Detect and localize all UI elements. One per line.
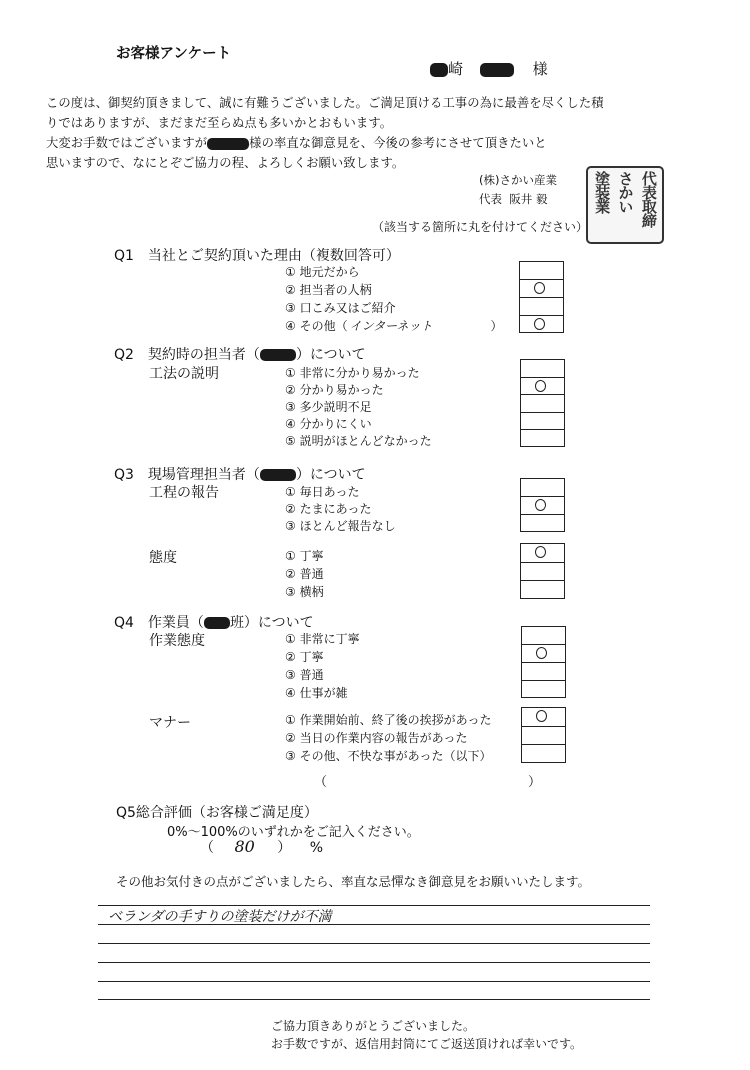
comment-handwritten: ベランダの手すりの塗装だけが不満 (108, 909, 332, 925)
q3-option-2-3: ③ 横柄 (285, 585, 324, 599)
answer-cell[interactable] (521, 360, 564, 378)
answer-cell[interactable] (521, 395, 564, 413)
answer-cell[interactable] (520, 262, 563, 280)
q1-answer-boxes (519, 261, 564, 333)
customer-name (430, 58, 548, 79)
circle-mark-icon (535, 546, 546, 558)
redacted-name (480, 63, 514, 77)
redacted-name (430, 63, 448, 77)
comment-line (98, 943, 650, 944)
circle-mark-icon (535, 499, 546, 511)
q2-answer-boxes (520, 359, 565, 447)
q2-option-5: ⑤ 説明がほとんどなかった (285, 434, 432, 448)
redacted-name (260, 349, 296, 361)
q5-value-handwritten: 80 (234, 837, 255, 856)
q4-subheading-2: マナー (149, 715, 191, 731)
answer-cell[interactable] (521, 430, 564, 448)
answer-cell[interactable] (520, 298, 563, 316)
circle-mark-icon (536, 710, 547, 722)
form-title: お客様アンケート (116, 46, 232, 62)
q1-option-3: ③ 口こみ又はご紹介 (285, 301, 396, 315)
q4-other-paren-close: ） (528, 775, 542, 790)
q4-other-paren-open: （ (314, 775, 328, 790)
answer-cell[interactable] (521, 515, 564, 533)
q5-answer: （ 80 ） % (200, 837, 324, 856)
answer-cell[interactable] (521, 497, 564, 515)
q1-option-1: ① 地元だから (285, 265, 360, 279)
answer-cell[interactable] (522, 745, 565, 764)
q4-option-1-2: ② 丁寧 (285, 650, 324, 664)
q2-option-2: ② 分かり易かった (285, 383, 384, 397)
q5-instruction: 0%〜100%のいずれかをご記入ください。 (167, 825, 420, 840)
comment-line (98, 981, 650, 982)
q2-option-1: ① 非常に分かり易かった (285, 366, 420, 380)
answer-cell[interactable] (520, 280, 563, 298)
intro-line-1: この度は、御契約頂きまして、誠に有難うございました。ご満足頂ける工事の為に最善を尽くした積 (46, 96, 604, 110)
answer-cell[interactable] (522, 708, 565, 727)
comment-line (98, 999, 650, 1000)
q4-option-2-2: ② 当日の作業内容の報告があった (285, 731, 468, 745)
answer-cell[interactable] (522, 627, 565, 645)
q3-attitude-answer-boxes (520, 543, 565, 599)
answer-cell[interactable] (521, 581, 564, 600)
q3-option-2-1: ① 丁寧 (285, 549, 324, 563)
intro-line-2: りではありますが、まだまだ至らぬ点も多いかとおもいます。 (46, 116, 393, 130)
q4-manner-answer-boxes (521, 707, 566, 763)
q3-subheading-1: 工程の報告 (149, 485, 219, 501)
answer-cell[interactable] (522, 727, 565, 746)
q3-report-answer-boxes (520, 478, 565, 532)
answer-cell[interactable] (521, 544, 564, 563)
answer-cell[interactable] (522, 681, 565, 699)
q3-heading: Q3 現場管理担当者（ ）について (114, 467, 366, 483)
footer-thanks: ご協力頂きありがとうございました。 (271, 1019, 476, 1033)
comment-line (98, 962, 650, 963)
q4-subheading-1: 作業態度 (149, 633, 205, 649)
company-rep: 代表 阪井 毅 (479, 192, 548, 206)
answer-cell[interactable] (521, 378, 564, 396)
q3-option-1-1: ① 毎日あった (285, 485, 360, 499)
answer-cell[interactable] (521, 413, 564, 431)
redacted-name (207, 138, 249, 150)
comments-prompt: その他お気付きの点がございましたら、率直な忌憚なき御意見をお願いいたします。 (116, 874, 591, 889)
q3-option-1-2: ② たまにあった (285, 502, 372, 516)
q2-heading: Q2 契約時の担当者（ ）について (114, 347, 366, 363)
circle-mark-icon (534, 282, 545, 294)
redacted-name (260, 469, 296, 481)
q2-subheading: 工法の説明 (149, 366, 219, 382)
q4-option-1-1: ① 非常に丁寧 (285, 632, 360, 646)
intro-line-4: 思いますので、なにとぞご協力の程、よろしくお願い致します。 (46, 156, 405, 170)
q4-option-1-3: ③ 普通 (285, 668, 324, 682)
customer-name-visible: 崎 (448, 60, 464, 78)
q1-option-4: ④ その他（ インターネット ） (285, 319, 503, 333)
answer-cell[interactable] (522, 645, 565, 663)
intro-line-3: 大変お手数ではございますが 様の率直な御意見を、今後の参考にさせて頂きたいと (46, 136, 547, 150)
redacted-name (204, 617, 230, 629)
q1-option-2: ② 担当者の人柄 (285, 283, 372, 297)
q4-option-2-1: ① 作業開始前、終了後の挨拶があった (285, 713, 492, 727)
footer-return-note: お手数ですが、返信用封筒にてご返送頂ければ幸いです。 (271, 1037, 583, 1051)
instruction-text: （該当する箇所に丸を付けてください） (372, 220, 589, 234)
q1-heading: Q1 当社とご契約頂いた理由（複数回答可） (114, 248, 400, 264)
q4-option-2-3: ③ その他、不快な事があった（以下） (285, 749, 492, 763)
q4-heading: Q4 作業員（ 班）について (114, 615, 314, 631)
q4-attitude-answer-boxes (521, 626, 566, 698)
circle-mark-icon (535, 380, 546, 392)
q4-option-1-4: ④ 仕事が雑 (285, 686, 348, 700)
q2-option-3: ③ 多少説明不足 (285, 400, 372, 414)
company-seal-stamp: 代表取締 さかい 塗装業 (586, 166, 664, 244)
q2-option-4: ④ 分かりにくい (285, 417, 372, 431)
answer-cell[interactable] (520, 316, 563, 334)
q1-other-handwritten: インターネット (349, 319, 433, 333)
q3-option-1-3: ③ ほとんど報告なし (285, 519, 396, 533)
answer-cell[interactable] (521, 563, 564, 582)
circle-mark-icon (534, 318, 545, 330)
q3-option-2-2: ② 普通 (285, 567, 324, 581)
comment-line (98, 924, 650, 925)
company-name: (株)さかい産業 (479, 173, 557, 187)
q3-subheading-2: 態度 (149, 550, 177, 566)
circle-mark-icon (536, 647, 547, 659)
q5-heading: Q5総合評価（お客様ご満足度） (116, 805, 318, 821)
answer-cell[interactable] (522, 663, 565, 681)
honorific: 様 (532, 60, 548, 78)
answer-cell[interactable] (521, 479, 564, 497)
